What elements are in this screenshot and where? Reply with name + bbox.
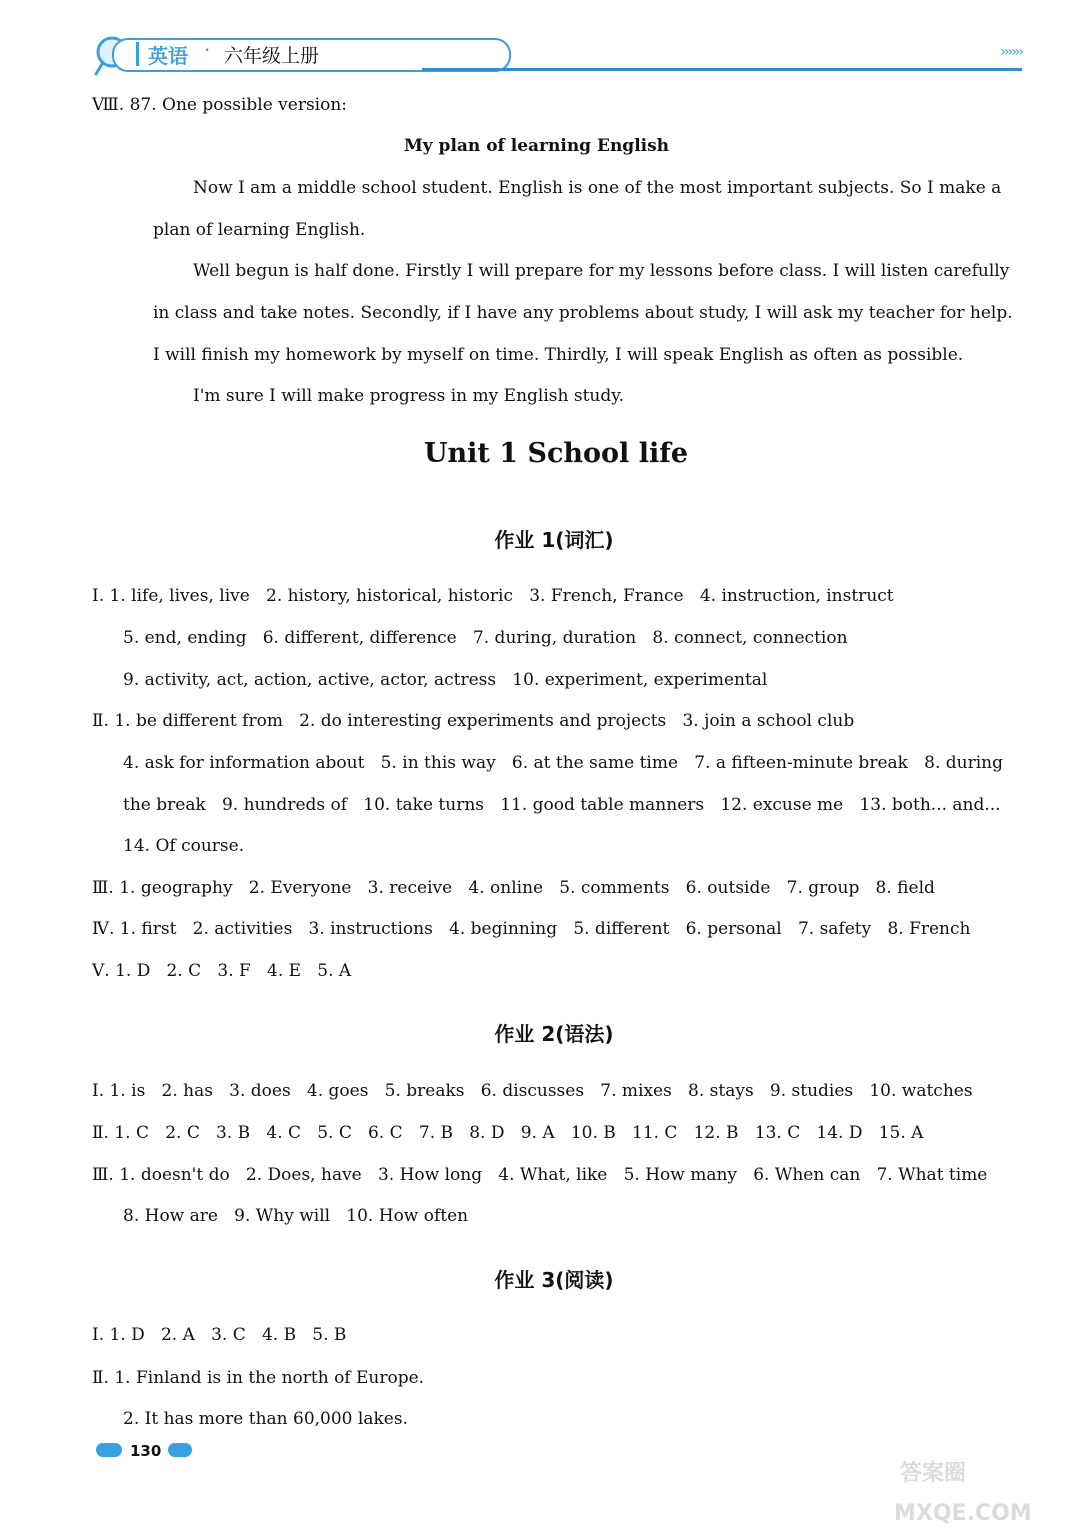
answer-line: Well begun is half done. Firstly I will prepare for my lessons before class. I will listen carefully: [193, 261, 1010, 281]
answer-line: Ⅷ. 87. One possible version:: [92, 95, 348, 115]
footer-pill-left: [96, 1443, 122, 1457]
svg-text:MXQE.COM: MXQE.COM: [894, 1501, 1032, 1526]
answer-line: Ⅴ. 1. D 2. C 3. F 4. E 5. A: [92, 961, 352, 981]
answer-line: Ⅱ. 1. Finland is in the north of Europe.: [92, 1368, 425, 1388]
essay-title: My plan of learning English: [403, 136, 670, 156]
answer-line: 8. How are 9. Why will 10. How often: [123, 1206, 469, 1226]
answer-line: Ⅲ. 1. doesn't do 2. Does, have 3. How long 4. What, like 5. How many 6. When can 7. What time: [92, 1165, 988, 1185]
header-rule: [422, 68, 1022, 71]
answer-line: 14. Of course.: [123, 836, 245, 856]
answer-line: I'm sure I will make progress in my English study.: [193, 386, 624, 406]
answer-line: in class and take notes. Secondly, if I have any problems about study, I will ask my teacher for help.: [153, 303, 1013, 323]
answer-line: Ⅱ. 1. be different from 2. do interesting experiments and projects 3. join a school club: [92, 711, 855, 731]
header-subject: 英语: [148, 44, 188, 68]
answer-line: Ⅰ. 1. D 2. A 3. C 4. B 5. B: [92, 1325, 347, 1345]
answer-line: plan of learning English.: [153, 220, 366, 240]
answer-line: the break 9. hundreds of 10. take turns 11. good table manners 12. excuse me 13. both... and...: [123, 795, 1001, 815]
svg-text:答案圈: 答案圈: [900, 1461, 967, 1486]
page-header: [92, 34, 1022, 74]
header-divider: [136, 42, 139, 66]
header-grade: 六年级上册: [224, 45, 320, 67]
answer-line: I will finish my homework by myself on time. Thirdly, I will speak English as often as possible.: [153, 345, 964, 365]
answer-line: Ⅰ. 1. is 2. has 3. does 4. goes 5. breaks 6. discusses 7. mixes 8. stays 9. studies 10. watches: [92, 1081, 973, 1101]
answer-line: 5. end, ending 6. different, difference 7. during, duration 8. connect, connection: [123, 628, 848, 648]
page-number: 130: [130, 1442, 162, 1460]
answer-line: Ⅱ. 1. C 2. C 3. B 4. C 5. C 6. C 7. B 8. D 9. A 10. B 11. C 12. B 13. C 14. D 15. A: [92, 1123, 924, 1143]
answer-line: Ⅰ. 1. life, lives, live 2. history, historical, historic 3. French, France 4. instruction, instruct: [92, 586, 894, 606]
answer-line: Ⅲ. 1. geography 2. Everyone 3. receive 4. online 5. comments 6. outside 7. group 8. field: [92, 878, 935, 898]
header-separator: ·: [204, 38, 211, 62]
answer-line: Ⅳ. 1. first 2. activities 3. instructions 4. beginning 5. different 6. personal 7. safety 8. French: [92, 919, 971, 939]
answer-line: 4. ask for information about 5. in this way 6. at the same time 7. a fifteen-minute break 8. during: [123, 753, 1003, 773]
section-heading: 作业 2(语法): [494, 1022, 614, 1046]
footer-pill-right: [168, 1443, 192, 1457]
answer-line: 2. It has more than 60,000 lakes.: [123, 1409, 408, 1429]
section-heading: 作业 1(词汇): [494, 528, 614, 552]
unit-title: Unit 1 School life: [423, 438, 689, 469]
watermark-logo: [890, 1446, 1060, 1530]
chevrons-icon: ››››››: [1000, 44, 1022, 60]
section-heading: 作业 3(阅读): [494, 1268, 614, 1292]
answer-line: 9. activity, act, action, active, actor, actress 10. experiment, experimental: [123, 670, 768, 690]
answer-line: Now I am a middle school student. English is one of the most important subjects. So I make a: [193, 178, 1002, 198]
